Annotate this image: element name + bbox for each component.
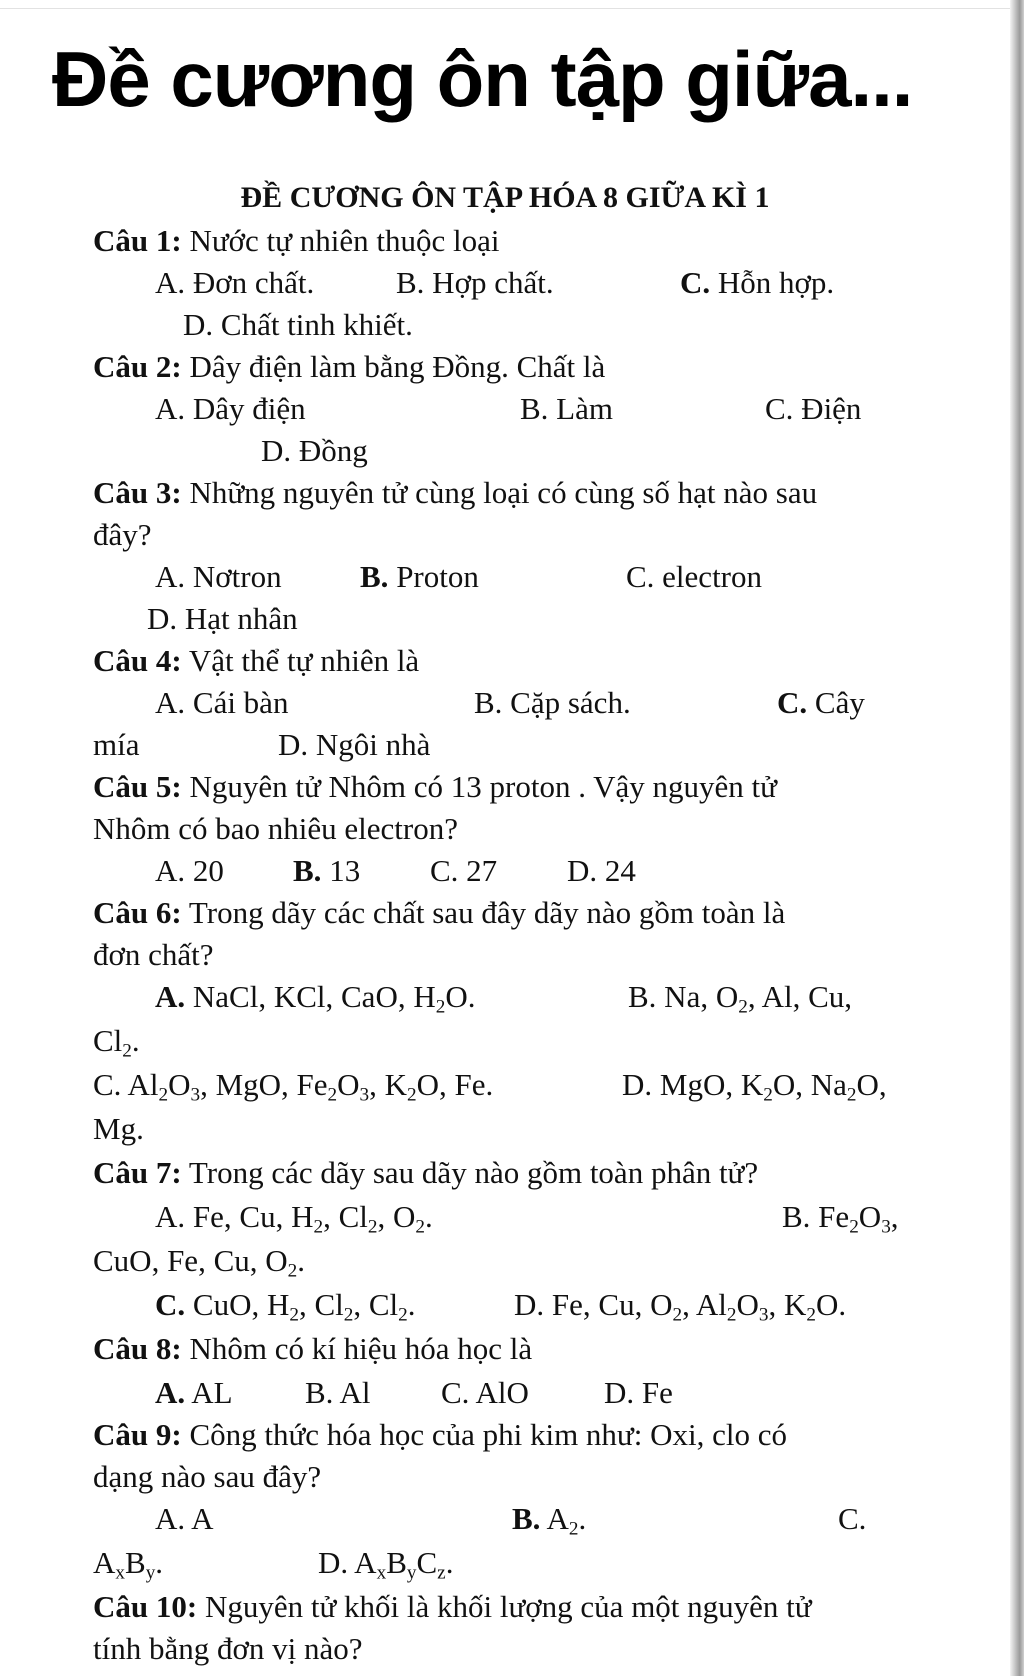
question-4: [93, 640, 419, 682]
formula: , Al: [682, 1287, 727, 1322]
formula: O: [337, 1067, 360, 1102]
option-text: 13: [329, 853, 361, 888]
screen-edge: [1010, 0, 1024, 1676]
formula: .: [155, 1545, 164, 1580]
subscript: 2: [568, 1518, 579, 1540]
subscript: 2: [343, 1304, 354, 1326]
question-stem: Nguyên tử Nhôm có 13 proton . Vậy nguyên tử: [189, 769, 777, 804]
formula: , O: [377, 1199, 416, 1234]
q9-option-c: C.: [838, 1501, 867, 1536]
formula: .: [131, 1023, 140, 1058]
formula: O, Fe.: [416, 1067, 494, 1102]
q7-option-c: [155, 1284, 416, 1326]
subscript: 2: [398, 1304, 408, 1326]
q4-option-d: D. Ngôi nhà: [278, 727, 431, 762]
question-stem: Nước tự nhiên thuộc loại: [189, 223, 500, 258]
subscript: 2: [726, 1304, 737, 1326]
q2-option-a: A. Dây điện: [155, 391, 306, 426]
formula: .: [424, 1199, 433, 1234]
question-label: Câu 3:: [93, 475, 182, 510]
formula: , Cl: [353, 1287, 399, 1322]
question-1: [93, 220, 499, 262]
formula: CuO, H: [192, 1287, 290, 1322]
subscript: 2: [158, 1084, 169, 1106]
formula: , MgO, Fe: [200, 1067, 328, 1102]
formula: CuO, Fe, Cu, O: [93, 1243, 288, 1278]
question-label: Câu 2:: [93, 349, 182, 384]
q1-option-c: [680, 262, 834, 304]
subscript: y: [145, 1562, 156, 1584]
subscript: 2: [327, 1084, 338, 1106]
q5-option-a: A. 20: [155, 853, 224, 888]
q4-option-b: B. Cặp sách.: [474, 685, 631, 720]
formula: A: [93, 1545, 116, 1580]
q9-option-d: [318, 1542, 453, 1584]
formula: B: [125, 1545, 146, 1580]
option-key: C.: [155, 1287, 186, 1322]
subscript: y: [406, 1562, 417, 1584]
option-key: A.: [155, 979, 186, 1014]
question-stem: Nhôm có kí hiệu hóa học là: [189, 1331, 533, 1366]
question-label: Câu 7:: [93, 1155, 182, 1190]
formula: , Cl: [298, 1287, 344, 1322]
question-3-continued: đây?: [93, 517, 152, 552]
option-key: B.: [512, 1501, 541, 1536]
q1-option-a: A. Đơn chất.: [155, 265, 315, 300]
question-3: [93, 472, 817, 514]
question-10: [93, 1586, 812, 1628]
q2-option-c: C. Điện: [765, 391, 862, 426]
subscript: 3: [881, 1216, 891, 1238]
q4-option-a: A. Cái bàn: [155, 685, 289, 720]
q7-option-d: [514, 1284, 846, 1326]
question-stem: Trong các dãy sau dãy nào gồm toàn phân tử?: [188, 1155, 759, 1190]
formula: , K: [768, 1287, 807, 1322]
question-8: [93, 1328, 532, 1370]
question-stem: Công thức hóa học của phi kim như: Oxi, clo có: [189, 1417, 787, 1452]
question-label: Câu 9:: [93, 1417, 182, 1452]
q7-option-b: [782, 1196, 899, 1238]
subscript: 2: [313, 1216, 324, 1238]
question-label: Câu 8:: [93, 1331, 182, 1366]
subscript: 2: [763, 1084, 773, 1106]
q6-option-b-continued: [93, 1020, 140, 1062]
question-9: [93, 1414, 787, 1456]
formula: O,: [856, 1067, 887, 1102]
document-title: ĐỀ CƯƠNG ÔN TẬP HÓA 8 GIỮA KÌ 1: [240, 181, 770, 214]
q5-option-b: [293, 850, 360, 892]
formula: .: [297, 1243, 305, 1278]
q8-option-b: B. Al: [305, 1375, 371, 1410]
formula: , Al, Cu,: [747, 979, 853, 1014]
q1-option-d: D. Chất tinh khiết.: [183, 307, 413, 342]
formula: Cl: [93, 1023, 123, 1058]
formula: B. Fe: [782, 1199, 850, 1234]
subscript: 2: [846, 1084, 857, 1106]
option-key: A.: [155, 1375, 186, 1410]
formula: .: [578, 1501, 587, 1536]
q6-option-b: [628, 976, 852, 1018]
q1-option-b: B. Hợp chất.: [396, 265, 554, 300]
subscript: 2: [672, 1304, 683, 1326]
q4-option-c-continued: mía: [93, 727, 140, 762]
q9-option-b: [512, 1498, 586, 1540]
q3-option-d: D. Hạt nhân: [147, 601, 298, 636]
subscript: 2: [849, 1216, 859, 1238]
formula: O, Na: [772, 1067, 847, 1102]
formula: C: [416, 1545, 438, 1580]
subscript: 3: [758, 1304, 769, 1326]
formula: A. Fe, Cu, H: [155, 1199, 314, 1234]
q9-option-c-continued: [93, 1542, 163, 1584]
question-2: [93, 346, 605, 388]
subscript: 3: [190, 1084, 201, 1106]
subscript: 2: [367, 1216, 378, 1238]
question-label: Câu 1:: [93, 223, 182, 258]
q2-option-d: D. Đồng: [261, 433, 368, 468]
q2-option-b: B. Làm: [520, 391, 613, 426]
formula: C. Al: [93, 1067, 159, 1102]
subscript: 2: [415, 1216, 425, 1238]
option-text: AL: [191, 1375, 233, 1410]
formula: B: [386, 1545, 407, 1580]
question-5: [93, 766, 777, 808]
q6-option-d: [622, 1064, 887, 1106]
question-stem: Vật thể tự nhiên là: [188, 643, 420, 678]
question-6: [93, 892, 785, 934]
question-stem: Trong dãy các chất sau đây dãy nào gồm toàn là: [188, 895, 786, 930]
q8-option-c: C. AlO: [441, 1375, 529, 1410]
q7-option-a: [155, 1196, 433, 1238]
option-key: C.: [777, 685, 808, 720]
subscript: 3: [359, 1084, 370, 1106]
q5-option-c: C. 27: [430, 853, 498, 888]
question-10-continued: tính bằng đơn vị nào?: [93, 1631, 363, 1666]
formula: D. Fe, Cu, O: [514, 1287, 673, 1322]
question-label: Câu 4:: [93, 643, 182, 678]
formula: O.: [815, 1287, 847, 1322]
subscript: 2: [806, 1304, 816, 1326]
question-label: Câu 6:: [93, 895, 182, 930]
formula: D. MgO, K: [622, 1067, 764, 1102]
formula: O.: [445, 979, 476, 1014]
subscript: 2: [738, 996, 748, 1018]
question-5-continued: Nhôm có bao nhiêu electron?: [93, 811, 458, 846]
subscript: 2: [287, 1260, 298, 1282]
q8-option-d: D. Fe: [604, 1375, 673, 1410]
question-label: Câu 5:: [93, 769, 182, 804]
formula: A: [546, 1501, 569, 1536]
formula: , K: [369, 1067, 408, 1102]
q4-option-c: [777, 682, 865, 724]
formula: B. Na, O: [628, 979, 739, 1014]
option-key: C.: [680, 265, 711, 300]
q7-option-b-continued: [93, 1240, 305, 1282]
formula: , Cl: [323, 1199, 368, 1234]
question-label: Câu 10:: [93, 1589, 198, 1624]
formula: O: [168, 1067, 191, 1102]
subscript: x: [376, 1562, 387, 1584]
question-stem: Nguyên tử khối là khối lượng của một nguyên tử: [204, 1589, 812, 1624]
question-9-continued: dạng nào sau đây?: [93, 1459, 322, 1494]
q8-option-a: [155, 1372, 233, 1414]
question-stem: Dây điện làm bằng Đồng. Chất là: [189, 349, 606, 384]
subscript: z: [437, 1562, 446, 1584]
q9-option-a: A. A: [155, 1501, 214, 1536]
subscript: 2: [289, 1304, 299, 1326]
formula: .: [445, 1545, 454, 1580]
subscript: x: [115, 1562, 125, 1584]
question-stem: Những nguyên tử cùng loại có cùng số hạt nào sau: [189, 475, 818, 510]
question-6-continued: đơn chất?: [93, 937, 214, 972]
page-title: Đề cương ôn tập giữa...: [52, 35, 913, 123]
q3-option-c: C. electron: [626, 559, 763, 594]
formula: .: [407, 1287, 416, 1322]
question-7: [93, 1152, 758, 1194]
option-key: B.: [293, 853, 322, 888]
formula: D. A: [318, 1545, 377, 1580]
q6-option-d-continued: Mg.: [93, 1111, 144, 1146]
option-key: B.: [360, 559, 389, 594]
formula: O: [736, 1287, 759, 1322]
q6-option-c: [93, 1064, 493, 1106]
option-text: Hỗn hợp.: [717, 265, 835, 300]
option-text: Cây: [814, 685, 865, 720]
formula: ,: [890, 1199, 899, 1234]
option-text: Proton: [396, 559, 479, 594]
q5-option-d: D. 24: [567, 853, 636, 888]
subscript: 2: [122, 1040, 132, 1062]
q3-option-b: [360, 556, 479, 598]
formula: NaCl, KCl, CaO, H: [192, 979, 436, 1014]
q6-option-a: [155, 976, 475, 1018]
subscript: 2: [407, 1084, 417, 1106]
q3-option-a: A. Nơtron: [155, 559, 282, 594]
formula: O: [858, 1199, 882, 1234]
subscript: 2: [435, 996, 446, 1018]
